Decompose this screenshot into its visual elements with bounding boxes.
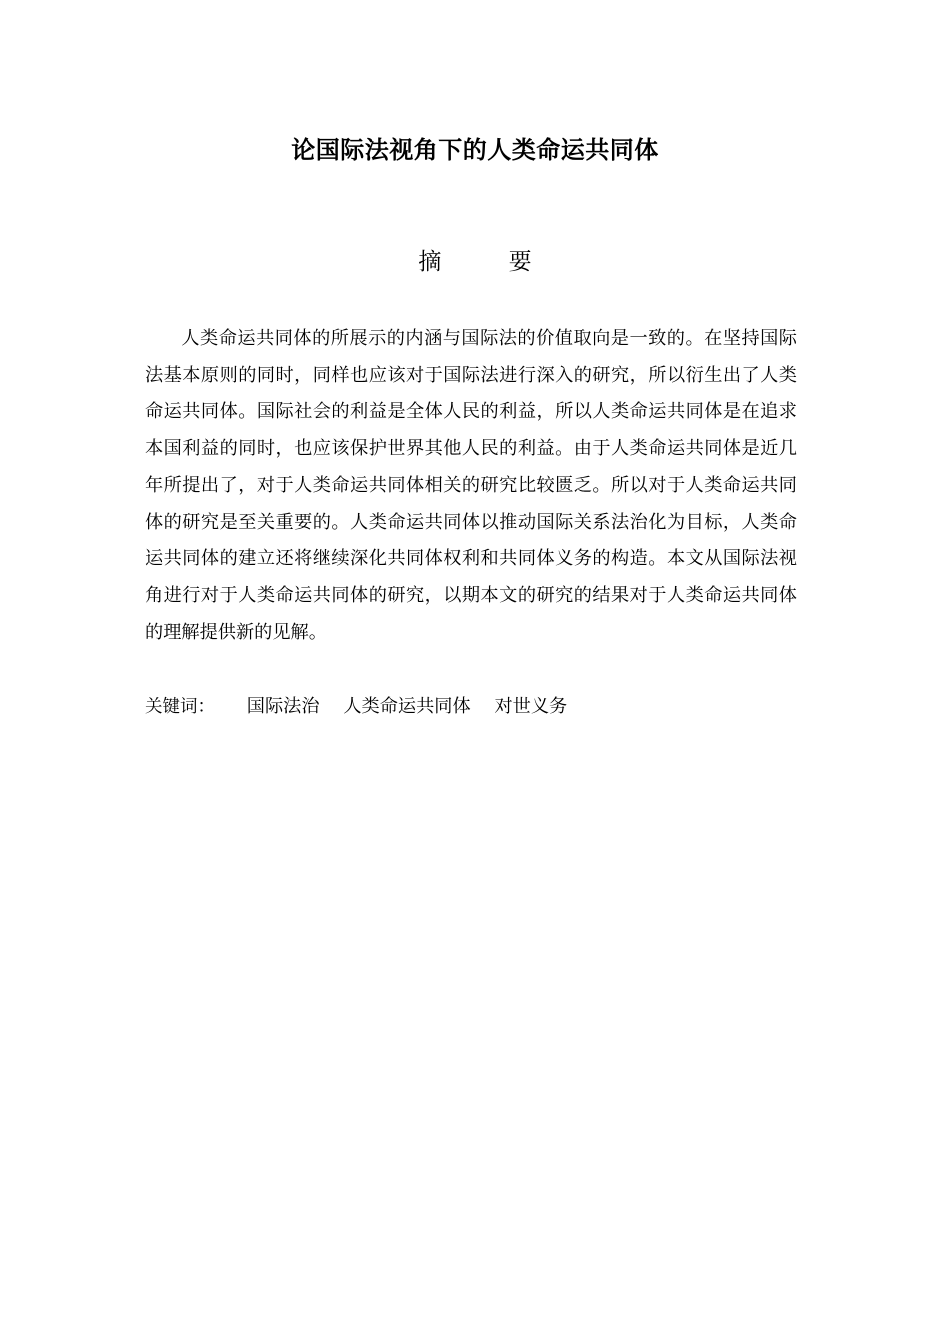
keywords-line	[145, 690, 797, 724]
keyword-item: 对世义务	[494, 696, 568, 717]
abstract-heading: 摘 要	[418, 249, 562, 275]
keywords-label: 关键词：	[145, 697, 215, 717]
abstract-body: 人类命运共同体的所展示的内涵与国际法的价值取向是一致的。在坚持国际法基本原则的同时，同样也应该对于国际法进行深入的研究，所以衍生出了人类命运共同体。国际社会的利益是全体人民的利益，所以人类命运共同体是在追求本国利益的同时，也应该保护世界其他人民的利益。由于人类命运共同体是近几年所提出了，对于人类命运共同体相关的研究比较匮乏。所以对于人类命运共同体的研究是至关重要的。人类命运共同体以推动国际关系法治化为目标，人类命运共同体的建立还将继续深化共同体权利和共同体义务的构造。本文从国际法视角进行对于人类命运共同体的研究，以期本文的研究的结果对于人类命运共同体的理解提供新的见解。	[145, 328, 797, 643]
keyword-item: 人类命运共同体	[343, 696, 471, 717]
keyword-item: 国际法治	[246, 696, 320, 717]
document-title: 论国际法视角下的人类命运共同体	[291, 136, 659, 164]
